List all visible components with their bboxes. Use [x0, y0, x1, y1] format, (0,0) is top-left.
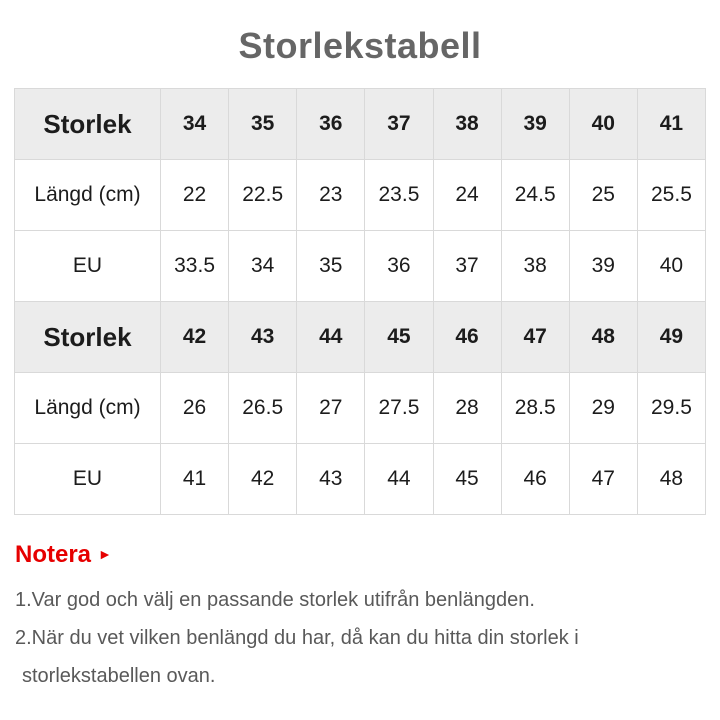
value-cell: 47	[501, 302, 569, 373]
value-cell: 41	[161, 444, 229, 515]
value-cell: 38	[501, 231, 569, 302]
value-cell: 36	[365, 231, 433, 302]
notes-heading: Notera	[15, 541, 92, 568]
value-cell: 29.5	[637, 373, 705, 444]
value-cell: 26.5	[229, 373, 297, 444]
value-cell: 46	[433, 302, 501, 373]
table-data-row	[15, 160, 706, 231]
table-data-row	[15, 373, 706, 444]
value-cell: 36	[297, 89, 365, 160]
notes-heading-row	[15, 542, 700, 568]
row-label-cell: EU	[15, 231, 161, 302]
table-header-row	[15, 89, 706, 160]
value-cell: 28.5	[501, 373, 569, 444]
value-cell: 44	[297, 302, 365, 373]
value-cell: 42	[229, 444, 297, 515]
value-cell: 22	[161, 160, 229, 231]
note-line: 1.Var god och välj en passande storlek utifrån benlängden.	[15, 589, 535, 611]
value-cell: 24	[433, 160, 501, 231]
note-item	[15, 619, 700, 695]
value-cell: 34	[229, 231, 297, 302]
value-cell: 44	[365, 444, 433, 515]
value-cell: 27	[297, 373, 365, 444]
value-cell: 43	[229, 302, 297, 373]
size-table-body	[15, 89, 706, 515]
value-cell: 45	[433, 444, 501, 515]
value-cell: 47	[569, 444, 637, 515]
page-title: Storlekstabell	[238, 25, 482, 66]
note-line: 2.När du vet vilken benlängd du har, då kan du hitta din storlek i	[15, 627, 579, 649]
row-label-cell: Längd (cm)	[15, 373, 161, 444]
value-cell: 46	[501, 444, 569, 515]
value-cell: 28	[433, 373, 501, 444]
value-cell: 26	[161, 373, 229, 444]
notes-list	[15, 581, 700, 695]
note-item	[15, 581, 700, 619]
value-cell: 25	[569, 160, 637, 231]
value-cell: 48	[569, 302, 637, 373]
value-cell: 34	[161, 89, 229, 160]
value-cell: 37	[433, 231, 501, 302]
value-cell: 49	[637, 302, 705, 373]
value-cell: 40	[637, 231, 705, 302]
note-line: storlekstabellen ovan.	[22, 665, 216, 687]
table-header-row	[15, 302, 706, 373]
notes-section	[15, 542, 700, 695]
value-cell: 25.5	[637, 160, 705, 231]
value-cell: 23.5	[365, 160, 433, 231]
value-cell: 48	[637, 444, 705, 515]
row-label-cell: EU	[15, 444, 161, 515]
value-cell: 24.5	[501, 160, 569, 231]
table-data-row	[15, 231, 706, 302]
value-cell: 42	[161, 302, 229, 373]
value-cell: 39	[569, 231, 637, 302]
value-cell: 23	[297, 160, 365, 231]
value-cell: 27.5	[365, 373, 433, 444]
value-cell: 37	[365, 89, 433, 160]
value-cell: 35	[297, 231, 365, 302]
value-cell: 33.5	[161, 231, 229, 302]
value-cell: 41	[637, 89, 705, 160]
value-cell: 43	[297, 444, 365, 515]
size-chart-table	[14, 88, 706, 515]
value-cell: 39	[501, 89, 569, 160]
table-data-row	[15, 444, 706, 515]
row-label-cell: Storlek	[15, 89, 161, 160]
value-cell: 35	[229, 89, 297, 160]
row-label-cell: Storlek	[15, 302, 161, 373]
value-cell: 29	[569, 373, 637, 444]
row-label-cell: Längd (cm)	[15, 160, 161, 231]
value-cell: 40	[569, 89, 637, 160]
value-cell: 38	[433, 89, 501, 160]
value-cell: 45	[365, 302, 433, 373]
right-triangle-icon: ►	[98, 546, 112, 562]
value-cell: 22.5	[229, 160, 297, 231]
